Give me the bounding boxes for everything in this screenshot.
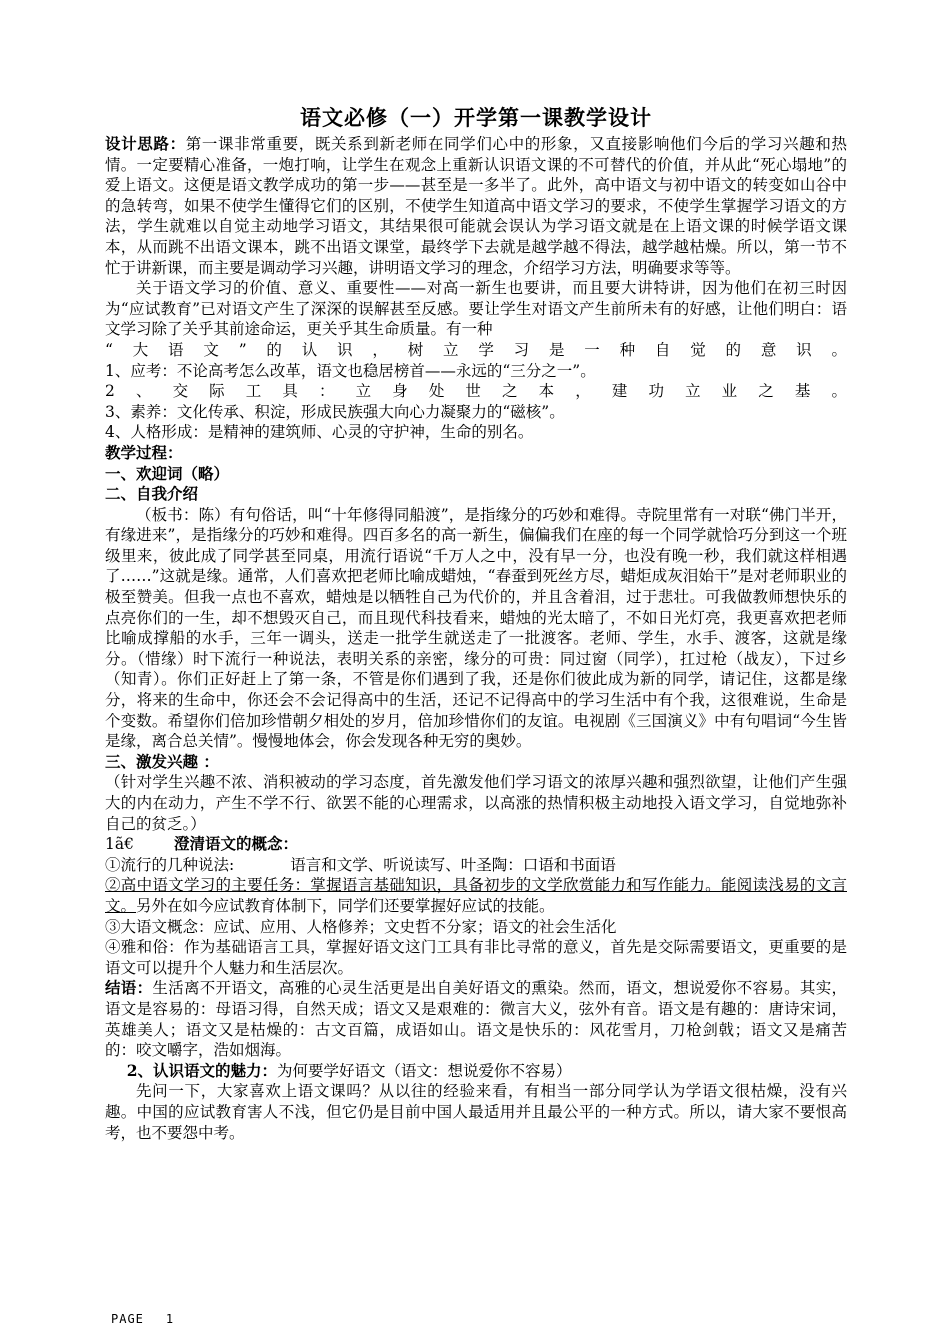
page-footer: [111, 1312, 174, 1326]
concept-item-1: [105, 855, 847, 876]
concept-2-rest: 另外在如今应试教育体制下，同学们还要掌握好应试的技能。: [136, 896, 555, 915]
section-interest-heading: 三、激发兴趣 ：: [105, 751, 219, 771]
charm-text: 为何要学好语文（语文：想说爱你不容易）: [276, 1061, 572, 1080]
self-intro-paragraph: （板书：陈）有句俗话，叫“十年修得同船渡”，是指缘分的巧妙和难得。寺院里常有一对联“佛门半开，有缘进来”，是指缘分的巧妙和难得。四百多名的高一新生，偏偏我们在座的每一个同学就恰巧分到这一个班级里来，彼此成了同学甚至同桌，用流行语说“千万人之中，没有早一分，也没有晚一秒，我们就这样相遇了……”这就是缘。通常，人们喜欢把老师比喻成蜡烛，“春蚕到死丝方尽，蜡炬成灰泪始干”是对老师职业的极至赞美。但我一点也不喜欢，蜡烛是以牺牲自己为代价的，并且含着泪，过于悲壮。可我做教师想快乐的点亮你们的一生，却不想毁灭自己，而且现代科技看来，蜡烛的光太暗了，不如日光灯亮，我更喜欢把老师比喻成撑船的水手，三年一调头，送走一批学生就送走了一批渡客。老师、学生，水手、渡客，这就是缘分。（惜缘）时下流行一种说法，表明关系的亲密，缘分的可贵：同过窗（同学），扛过枪（战友），下过乡（知青）。你们正好赶上了第一条，不管是你们遇到了我，还是你们彼此成为新的同学，请记住，这都是缘分，将来的生命中，你还会不会记得高中的生活，还记不记得高中的学习生活中有个我，这很难说，生命是个变数。希望你们倍加珍惜朝夕相处的岁月，倍加珍惜你们的友谊。电视剧《三国演义》中有句唱词“今生皆是缘，离合总关情”。慢慢地体会，你会发现各种无穷的奥妙。: [105, 505, 847, 751]
section-welcome-heading: 一、欢迎词（略）: [105, 463, 230, 483]
conclusion-paragraph: [105, 978, 847, 1060]
concept-item-3: ③大语文概念：应试、应用、人格修养；文史哲不分家；语文的社会生活化: [105, 917, 617, 936]
document-body: [105, 104, 847, 1143]
interest-paragraph: （针对学生兴趣不浓、消积被动的学习态度，首先激发他们学习语文的浓厚兴趣和强烈欲望，让他们产生强大的内在动力，产生不学不行、欲罢不能的心理需求，以高涨的热情积极主动地投入语文学习，自觉地弥补自己的贫乏。）: [105, 773, 847, 833]
concept-1-text: 语言和文学、听说读写、叶圣陶：口语和书面语: [290, 855, 616, 874]
section-self-intro-heading: 二、自我介绍: [105, 484, 199, 504]
subsection-label: 澄清语文的概念：: [173, 834, 298, 854]
design-idea-text: 第一课非常重要，既关系到新老师在同学们心中的形象，又直接影响他们今后的学习兴趣和热情。一定要精心准备，一炮打响，让学生在观念上重新认识语文课的不可替代的价值，并从此“死心塌地”的爱上语文。这便是语文教学成功的第一步——甚至是一多半了。此外，高中语文与初中语文的转变如山谷中的急转弯，如果不使学生懂得它们的区别，不使学生知道高中语文学习的要求，不使学生掌握学习语文的方法，学生就难以自觉主动地学习语文，其结果很可能就会误认为学习语文就是在上语文课的时候学语文课本，从而跳不出语文课本，跳不出语文课堂，最终学下去就是越学越不得法，越学越枯燥。所以，第一节不忙于讲新课，而主要是调动学习兴趣，讲明语文学习的理念，介绍学习方法，明确要求等等。: [105, 135, 847, 277]
concept-item-4: ④雅和俗：作为基础语言工具，掌握好语文这门工具有非比寻常的意义，首先是交际需要语文，更重要的是语文可以提升个人魅力和生活层次。: [105, 938, 847, 977]
footer-label: PAGE: [111, 1312, 144, 1326]
subsection-concept-heading: [105, 834, 847, 855]
point-communication: 2、交际工具：立身处世之本，建功立业之基。: [105, 382, 847, 401]
value-paragraph: 关于语文学习的价值、意义、重要性——对高一新生也要讲，而且要大讲特讲，因为他们在初三时因为“应试教育”已对语文产生了深深的误解甚至反感。要让学生对语文产生前所未有的好感，让他们明白：语文学习除了关乎其前途命运，更关乎其生命质量。有一种: [105, 279, 847, 339]
concept-item-2: [105, 875, 847, 916]
concept-2-underlined: ②高中语文学习的主要任务：掌握语言基础知识，具备初步的文学欣赏能力和写作能力。能阅读浅易的文言文。: [105, 876, 847, 915]
page-title: 语文必修（一）开学第一课教学设计: [300, 105, 652, 130]
point-exam: 1、应考：不论高考怎么改革，语文也稳居榜首——永远的“三分之一”。: [105, 361, 596, 380]
subsection-charm-heading: [105, 1061, 847, 1082]
design-idea-label: 设计思路：: [105, 134, 186, 153]
conclusion-text: 生活离不开语文，高雅的心灵生活更是出自美好语文的熏染。然而，语文，想说爱你不容易。其实，语文是容易的：母语习得，自然天成；语文又是艰难的：微言大义，弦外有音。语文是有趣的：唐诗宋词，英雄美人；语文又是枯燥的：古文百篇，成语如山。语文是快乐的：风花雪月，刀枪剑戟；语文又是痛苦的：咬文嚼字，浩如烟海。: [105, 979, 847, 1060]
concept-1-label: ①流行的几种说法:: [105, 855, 235, 874]
teaching-process-heading: 教学过程：: [105, 442, 183, 462]
design-idea-paragraph: [105, 134, 847, 278]
point-literacy: 3、素养：文化传承、积淀，形成民族强大向心力凝聚力的“磁核”。: [105, 402, 565, 421]
conclusion-label: 结语：: [105, 978, 153, 998]
footer-page-number: 1: [165, 1312, 175, 1326]
value-spread-line: “大语文”的认识，树立学习是一种自觉的意识。: [105, 340, 847, 359]
last-paragraph: 先问一下，大家喜欢上语文课吗？从以往的经验来看，有相当一部分同学认为学语文很枯燥，没有兴趣。中国的应试教育害人不浅，但它仍是目前中国人最适用并且最公平的一种方式。所以，请大家不要恨高考，也不要怨中考。: [105, 1082, 847, 1142]
charm-label: 2、认识语文的魅力：: [126, 1060, 277, 1080]
subsection-number: 1ã€: [105, 835, 134, 854]
point-personality: 4、人格形成：是精神的建筑师、心灵的守护神，生命的别名。: [105, 423, 534, 442]
